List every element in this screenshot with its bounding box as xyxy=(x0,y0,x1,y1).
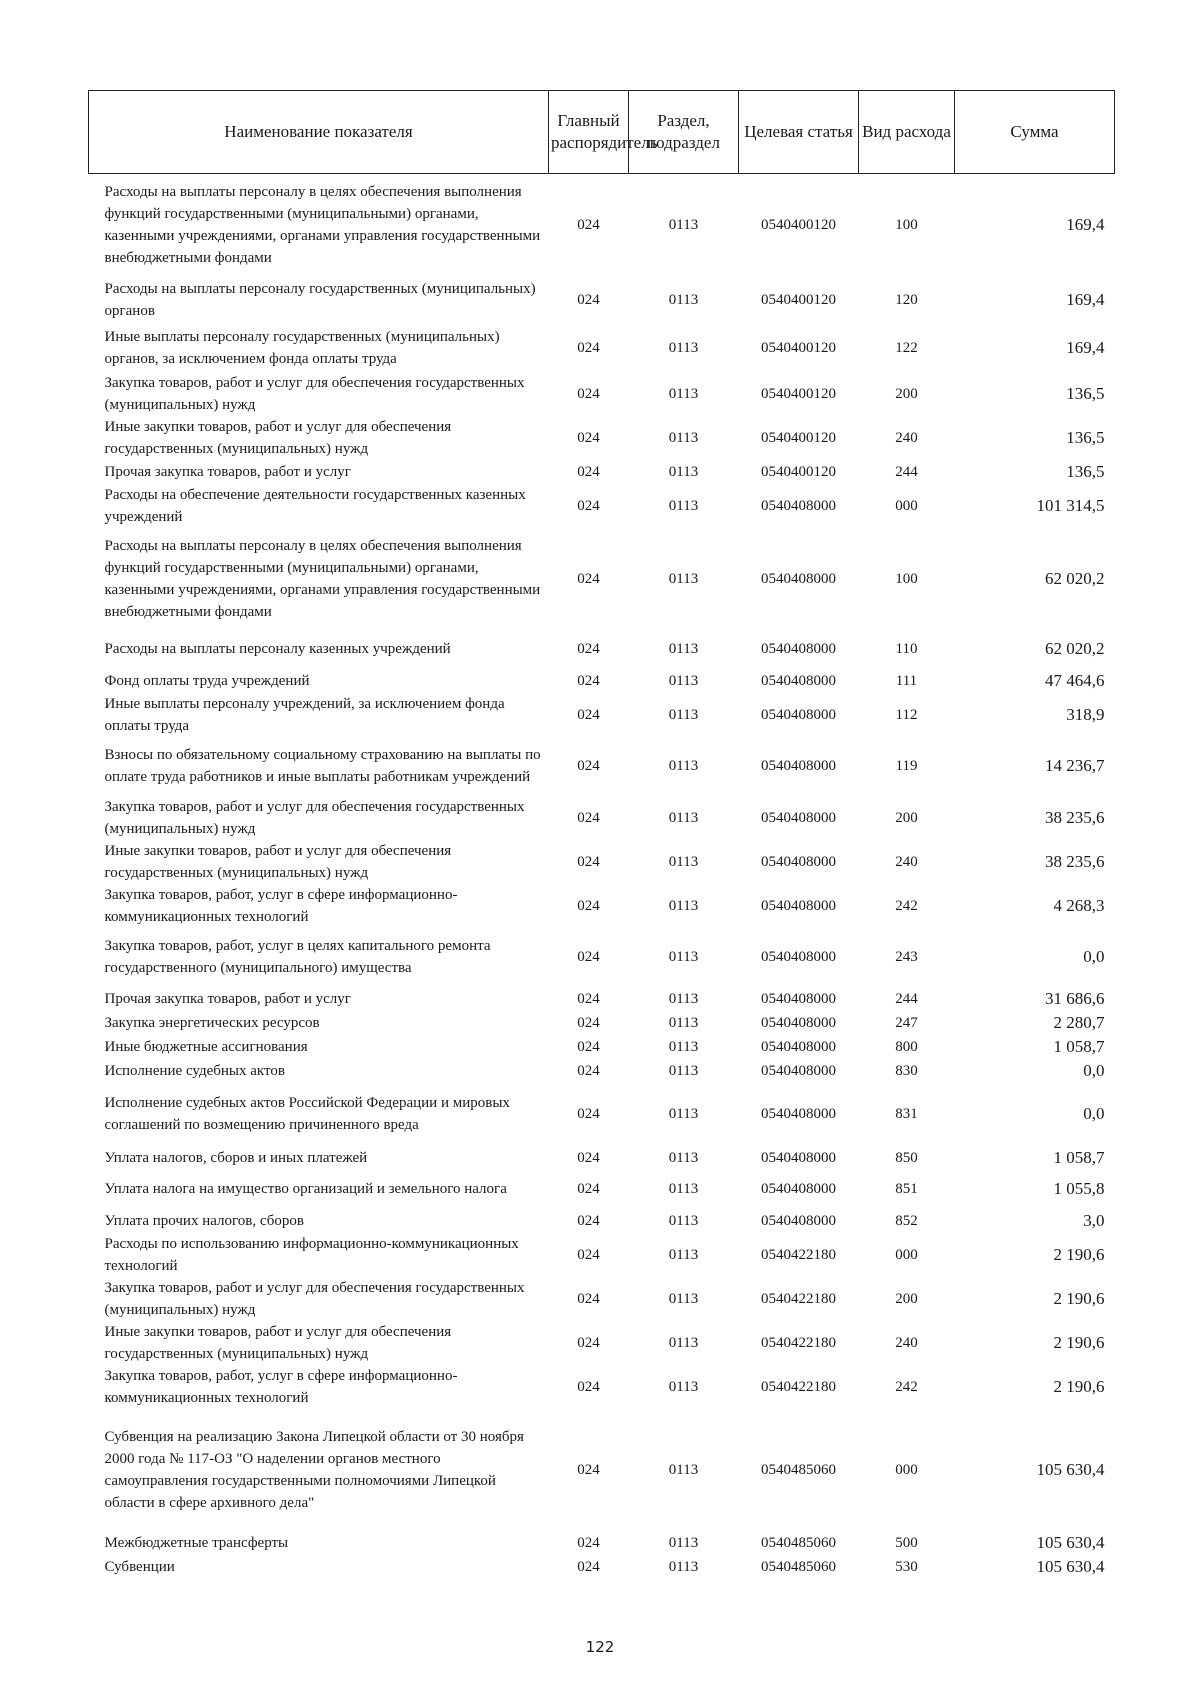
cell-type: 100 xyxy=(895,570,918,587)
cell-grbs: 024 xyxy=(577,385,600,402)
cell-section: 0113 xyxy=(668,949,699,965)
cell-type: 242 xyxy=(895,897,918,914)
cell-target: 0540408000 xyxy=(761,1212,836,1229)
header-section: Раздел, подраздел xyxy=(629,91,739,174)
cell-name: Закупка товаров, работ и услуг для обеспечения государственных (муниципальных) нужд xyxy=(104,374,525,413)
cell-type: 120 xyxy=(895,291,918,308)
cell-grbs: 024 xyxy=(577,949,600,965)
cell-target: 0540408000 xyxy=(761,758,836,774)
cell-grbs: 024 xyxy=(577,497,600,514)
cell-grbs: 024 xyxy=(577,1038,600,1055)
table-row xyxy=(89,1209,1115,1233)
table-row xyxy=(89,737,1115,796)
cell-amount: 14 236,7 xyxy=(1045,756,1105,775)
cell-type: 000 xyxy=(895,1246,918,1263)
cell-type: 851 xyxy=(895,1181,918,1197)
cell-section: 0113 xyxy=(668,706,699,723)
cell-name: Закупка товаров, работ и услуг для обеспечения государственных (муниципальных) нужд xyxy=(104,1279,525,1318)
table-row xyxy=(89,840,1115,884)
cell-type: 242 xyxy=(895,1378,918,1395)
cell-name: Закупка энергетических ресурсов xyxy=(104,1014,320,1031)
cell-target: 0540408000 xyxy=(761,672,836,689)
cell-amount: 0,0 xyxy=(1083,947,1105,966)
table-row xyxy=(89,484,1115,528)
cell-name: Иные выплаты персоналу учреждений, за исключением фонда оплаты труда xyxy=(104,695,505,734)
cell-type: 100 xyxy=(895,216,918,233)
cell-name: Закупка товаров, работ и услуг для обеспечения государственных (муниципальных) нужд xyxy=(104,798,525,837)
cell-amount: 2 190,6 xyxy=(1053,1244,1105,1264)
cell-target: 0540400120 xyxy=(761,339,836,356)
cell-type: 830 xyxy=(895,1062,918,1079)
cell-type: 111 xyxy=(895,672,918,689)
cell-type: 800 xyxy=(895,1038,918,1055)
cell-grbs: 024 xyxy=(577,339,600,356)
cell-grbs: 024 xyxy=(577,758,600,774)
cell-name: Расходы на обеспечение деятельности государственных казенных учреждений xyxy=(104,486,526,525)
table-row xyxy=(89,372,1115,416)
cell-grbs: 024 xyxy=(577,1334,600,1351)
cell-grbs: 024 xyxy=(577,1290,600,1307)
cell-grbs: 024 xyxy=(577,570,600,587)
cell-grbs: 024 xyxy=(577,1534,600,1551)
cell-amount: 38 235,6 xyxy=(1045,807,1105,827)
table-row xyxy=(89,1059,1115,1083)
cell-grbs: 024 xyxy=(577,1062,600,1079)
cell-target: 0540400120 xyxy=(761,216,836,233)
cell-type: 850 xyxy=(895,1149,918,1166)
cell-amount: 47 464,6 xyxy=(1045,670,1105,690)
cell-name: Прочая закупка товаров, работ и услуг xyxy=(104,990,351,1007)
cell-target: 0540408000 xyxy=(761,897,836,914)
cell-type: 247 xyxy=(895,1014,918,1031)
cell-type: 500 xyxy=(895,1534,918,1551)
cell-section: 0113 xyxy=(668,672,699,689)
cell-section: 0113 xyxy=(668,216,699,233)
cell-type: 110 xyxy=(895,641,918,657)
table-row xyxy=(89,796,1115,840)
table-body xyxy=(89,174,1115,1579)
cell-amount: 1 055,8 xyxy=(1053,1179,1105,1198)
table-row xyxy=(89,1409,1115,1531)
cell-grbs: 024 xyxy=(577,1378,600,1395)
cell-target: 0540422180 xyxy=(761,1246,836,1263)
cell-name: Уплата прочих налогов, сборов xyxy=(104,1212,304,1229)
cell-grbs: 024 xyxy=(577,1014,600,1031)
table-row xyxy=(89,1555,1115,1579)
header-grbs: Главный распорядитель xyxy=(549,91,629,174)
table-row xyxy=(89,1035,1115,1059)
cell-grbs: 024 xyxy=(577,1461,600,1478)
cell-amount: 0,0 xyxy=(1083,1060,1105,1080)
cell-grbs: 024 xyxy=(577,1149,600,1166)
cell-target: 0540400120 xyxy=(761,429,836,446)
cell-section: 0113 xyxy=(668,1149,699,1166)
cell-target: 0540408000 xyxy=(761,641,836,657)
table-row xyxy=(89,1277,1115,1321)
table-row xyxy=(89,884,1115,928)
table-row xyxy=(89,1365,1115,1409)
cell-section: 0113 xyxy=(668,1334,699,1351)
cell-amount: 31 686,6 xyxy=(1045,988,1105,1008)
cell-amount: 38 235,6 xyxy=(1045,851,1105,871)
cell-type: 200 xyxy=(895,1290,918,1307)
cell-name: Взносы по обязательному социальному страхованию на выплаты по оплате труда работников и иные выплаты работникам учреждений xyxy=(104,747,541,785)
cell-type: 122 xyxy=(895,339,918,356)
cell-grbs: 024 xyxy=(577,897,600,914)
cell-section: 0113 xyxy=(668,1461,699,1478)
cell-section: 0113 xyxy=(668,853,699,870)
cell-grbs: 024 xyxy=(577,853,600,870)
cell-amount: 105 630,4 xyxy=(1036,1459,1105,1479)
cell-name: Закупка товаров, работ, услуг в сфере информационно-коммуникационных технологий xyxy=(104,1367,458,1406)
cell-target: 0540408000 xyxy=(761,1181,836,1197)
cell-section: 0113 xyxy=(668,497,699,514)
cell-grbs: 024 xyxy=(577,706,600,723)
cell-name: Субвенция на реализацию Закона Липецкой области от 30 ноября 2000 года № 117-ОЗ "О наделении органов местного самоуправления государственными полномочиями Липецкой области в сфере архивного дела" xyxy=(104,1428,524,1511)
cell-name: Межбюджетные трансферты xyxy=(104,1534,289,1551)
table-row xyxy=(89,987,1115,1011)
cell-target: 0540408000 xyxy=(761,853,836,870)
cell-section: 0113 xyxy=(668,758,699,774)
cell-grbs: 024 xyxy=(577,429,600,446)
cell-amount: 1 058,7 xyxy=(1053,1147,1105,1167)
cell-target: 0540408000 xyxy=(761,990,836,1007)
cell-target: 0540408000 xyxy=(761,497,836,514)
cell-grbs: 024 xyxy=(577,463,600,480)
cell-type: 240 xyxy=(895,429,918,446)
budget-table xyxy=(88,90,1115,1579)
table-row xyxy=(89,928,1115,987)
cell-name: Расходы на выплаты персоналу в целях обеспечения выполнения функций государственными (муниципальными) органами, казенными учреждениями, органами управления государственными внебюджетными фондами xyxy=(104,537,541,620)
cell-name: Расходы по использованию информационно-коммуникационных технологий xyxy=(104,1235,519,1274)
cell-amount: 169,4 xyxy=(1066,289,1105,309)
table-row xyxy=(89,1146,1115,1170)
cell-grbs: 024 xyxy=(577,1106,600,1122)
cell-name: Иные закупки товаров, работ и услуг для обеспечения государственных (муниципальных) нужд xyxy=(104,418,452,457)
cell-amount: 169,4 xyxy=(1066,214,1105,234)
table-row xyxy=(89,276,1115,324)
header-amount: Сумма xyxy=(955,91,1115,174)
table-row xyxy=(89,1233,1115,1277)
cell-target: 0540408000 xyxy=(761,1149,836,1166)
cell-name: Исполнение судебных актов Российской Федерации и мировых соглашений по возмещению причиненного вреда xyxy=(104,1095,510,1133)
cell-grbs: 024 xyxy=(577,641,600,657)
cell-section: 0113 xyxy=(668,1212,699,1229)
cell-amount: 169,4 xyxy=(1066,337,1105,357)
cell-amount: 1 058,7 xyxy=(1053,1036,1105,1056)
cell-target: 0540408000 xyxy=(761,1106,836,1122)
cell-name: Иные выплаты персоналу государственных (муниципальных) органов, за исключением фонда оплаты труда xyxy=(104,328,500,367)
cell-amount: 2 190,6 xyxy=(1053,1332,1105,1352)
cell-amount: 105 630,4 xyxy=(1036,1556,1105,1576)
cell-name: Субвенции xyxy=(104,1558,175,1575)
cell-amount: 136,5 xyxy=(1066,427,1105,447)
cell-section: 0113 xyxy=(668,641,699,657)
cell-section: 0113 xyxy=(668,1181,699,1197)
cell-section: 0113 xyxy=(668,897,699,914)
cell-amount: 318,9 xyxy=(1066,704,1105,724)
cell-section: 0113 xyxy=(668,1378,699,1395)
cell-type: 244 xyxy=(895,463,918,480)
cell-name: Иные закупки товаров, работ и услуг для обеспечения государственных (муниципальных) нужд xyxy=(104,842,452,881)
table-row xyxy=(89,528,1115,630)
cell-target: 0540408000 xyxy=(761,1014,836,1031)
cell-amount: 136,5 xyxy=(1066,461,1105,481)
table-row xyxy=(89,324,1115,372)
cell-section: 0113 xyxy=(668,291,699,308)
cell-section: 0113 xyxy=(668,1246,699,1263)
cell-amount: 105 630,4 xyxy=(1036,1532,1105,1552)
cell-name: Расходы на выплаты персоналу казенных учреждений xyxy=(104,641,451,657)
table-row xyxy=(89,1083,1115,1146)
table-row xyxy=(89,693,1115,737)
table-row xyxy=(89,1531,1115,1555)
header-type: Вид расхода xyxy=(859,91,955,174)
cell-amount: 62 020,2 xyxy=(1045,639,1105,658)
cell-type: 000 xyxy=(895,1461,918,1478)
cell-grbs: 024 xyxy=(577,291,600,308)
cell-grbs: 024 xyxy=(577,1246,600,1263)
cell-section: 0113 xyxy=(668,990,699,1007)
cell-name: Закупка товаров, работ, услуг в целях капитального ремонта государственного (муниципального) имущества xyxy=(104,938,491,976)
cell-grbs: 024 xyxy=(577,1212,600,1229)
header-name: Наименование показателя xyxy=(89,91,549,174)
cell-type: 244 xyxy=(895,990,918,1007)
cell-section: 0113 xyxy=(668,1106,699,1122)
cell-type: 200 xyxy=(895,809,918,826)
cell-name: Уплата налога на имущество организаций и земельного налога xyxy=(104,1181,507,1197)
cell-type: 240 xyxy=(895,1334,918,1351)
table-row xyxy=(89,174,1115,276)
cell-amount: 101 314,5 xyxy=(1036,495,1105,515)
cell-name: Исполнение судебных актов xyxy=(104,1062,285,1079)
cell-type: 119 xyxy=(895,758,918,774)
cell-type: 852 xyxy=(895,1212,918,1229)
cell-target: 0540408000 xyxy=(761,949,836,965)
cell-amount: 2 280,7 xyxy=(1053,1012,1105,1032)
cell-grbs: 024 xyxy=(577,672,600,689)
cell-type: 000 xyxy=(895,497,918,514)
cell-section: 0113 xyxy=(668,1014,699,1031)
cell-target: 0540400120 xyxy=(761,291,836,308)
cell-name: Закупка товаров, работ, услуг в сфере информационно-коммуникационных технологий xyxy=(104,886,458,925)
cell-amount: 2 190,6 xyxy=(1053,1376,1105,1396)
cell-name: Иные бюджетные ассигнования xyxy=(104,1038,308,1055)
cell-amount: 62 020,2 xyxy=(1045,568,1105,588)
cell-target: 0540422180 xyxy=(761,1290,836,1307)
header-target: Целевая статья xyxy=(739,91,859,174)
cell-target: 0540485060 xyxy=(761,1461,836,1478)
cell-target: 0540408000 xyxy=(761,1038,836,1055)
table-row xyxy=(89,416,1115,460)
cell-target: 0540485060 xyxy=(761,1558,836,1575)
cell-section: 0113 xyxy=(668,1290,699,1307)
cell-amount: 0,0 xyxy=(1083,1104,1105,1123)
cell-grbs: 024 xyxy=(577,1181,600,1197)
cell-grbs: 024 xyxy=(577,216,600,233)
cell-type: 200 xyxy=(895,385,918,402)
cell-amount: 4 268,3 xyxy=(1053,895,1105,915)
cell-name: Прочая закупка товаров, работ и услуг xyxy=(104,463,351,480)
cell-type: 112 xyxy=(895,706,918,723)
cell-type: 243 xyxy=(895,949,918,965)
cell-amount: 3,0 xyxy=(1083,1210,1105,1230)
cell-type: 530 xyxy=(895,1558,918,1575)
cell-type: 240 xyxy=(895,853,918,870)
cell-grbs: 024 xyxy=(577,990,600,1007)
cell-section: 0113 xyxy=(668,570,699,587)
cell-type: 831 xyxy=(895,1106,918,1122)
cell-name: Фонд оплаты труда учреждений xyxy=(104,672,310,689)
cell-section: 0113 xyxy=(668,809,699,826)
cell-section: 0113 xyxy=(668,1534,699,1551)
cell-section: 0113 xyxy=(668,429,699,446)
cell-target: 0540422180 xyxy=(761,1378,836,1395)
cell-target: 0540408000 xyxy=(761,809,836,826)
cell-target: 0540408000 xyxy=(761,570,836,587)
cell-target: 0540400120 xyxy=(761,385,836,402)
cell-section: 0113 xyxy=(668,463,699,480)
table-row xyxy=(89,1170,1115,1209)
cell-section: 0113 xyxy=(668,1558,699,1575)
cell-target: 0540422180 xyxy=(761,1334,836,1351)
table-row xyxy=(89,460,1115,484)
cell-name: Иные закупки товаров, работ и услуг для обеспечения государственных (муниципальных) нужд xyxy=(104,1323,452,1362)
page-number: 122 xyxy=(585,1638,615,1656)
cell-name: Расходы на выплаты персоналу государственных (муниципальных) органов xyxy=(104,280,536,319)
cell-section: 0113 xyxy=(668,385,699,402)
cell-target: 0540485060 xyxy=(761,1534,836,1551)
cell-grbs: 024 xyxy=(577,809,600,826)
cell-section: 0113 xyxy=(668,339,699,356)
cell-amount: 136,5 xyxy=(1066,383,1105,403)
cell-section: 0113 xyxy=(668,1062,699,1079)
table-header-row xyxy=(89,91,1115,174)
table-row xyxy=(89,1321,1115,1365)
table-row xyxy=(89,669,1115,693)
cell-grbs: 024 xyxy=(577,1558,600,1575)
table-row xyxy=(89,1011,1115,1035)
cell-name: Уплата налогов, сборов и иных платежей xyxy=(104,1149,368,1166)
cell-target: 0540408000 xyxy=(761,706,836,723)
cell-section: 0113 xyxy=(668,1038,699,1055)
cell-target: 0540408000 xyxy=(761,1062,836,1079)
cell-amount: 2 190,6 xyxy=(1053,1288,1105,1308)
cell-name: Расходы на выплаты персоналу в целях обеспечения выполнения функций государственными (муниципальными) органами, казенными учреждениями, органами управления государственными внебюджетными фондами xyxy=(104,183,541,266)
cell-target: 0540400120 xyxy=(761,463,836,480)
table-row xyxy=(89,630,1115,669)
